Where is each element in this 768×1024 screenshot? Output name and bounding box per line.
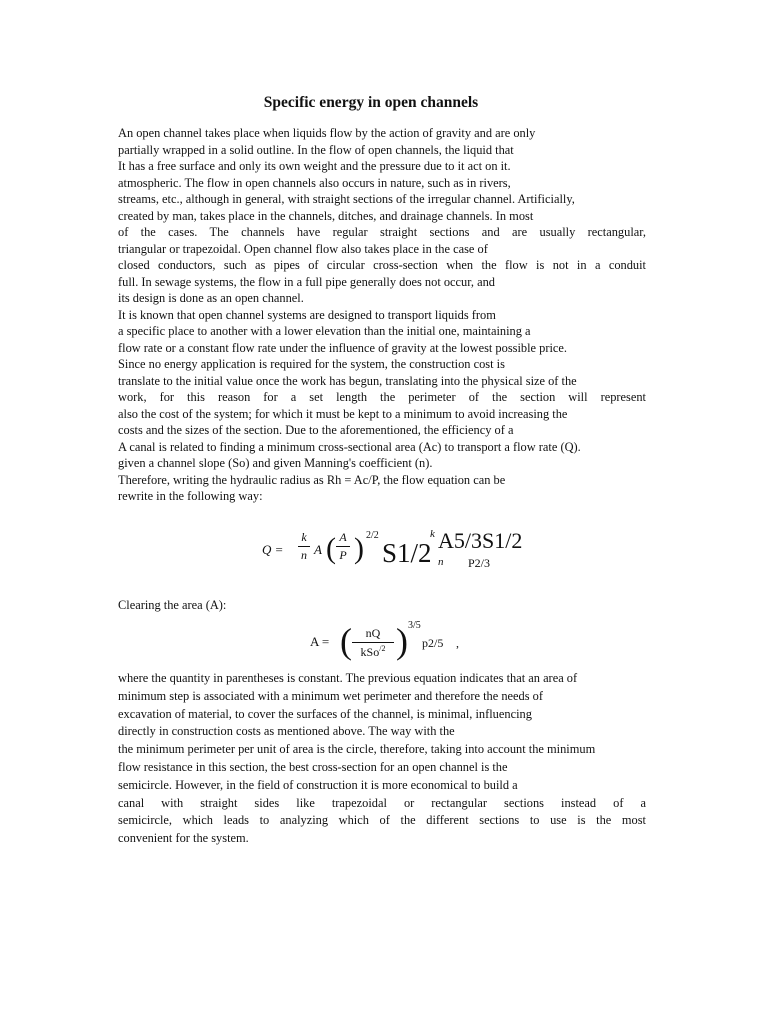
text-line: closed conductors, such as pipes of circular cross-section when the flow is not in a conduit xyxy=(118,258,646,272)
text-line: A canal is related to finding a minimum cross-sectional area (Ac) to transport a flow rate (Q). xyxy=(118,439,581,454)
eq2-fraction xyxy=(352,626,394,660)
eq2-p-term: p2/5 xyxy=(422,636,444,650)
text-line: semicircle, which leads to analyzing which of the different sections to use is the most xyxy=(118,813,646,828)
text-line: flow resistance in this section, the best cross-section for an open channel is the xyxy=(118,759,508,774)
eq1-inner-num: A xyxy=(339,530,347,544)
eq1-s-term: S1/2 xyxy=(382,538,432,568)
text-line: It is known that open channel systems are designed to transport liquids from xyxy=(118,307,496,322)
eq2-trail: , xyxy=(456,636,459,650)
eq1-paren-right: ) xyxy=(354,532,364,565)
text-line: also the cost of the system; for which it must be kept to a minimum to avoid increasing the xyxy=(118,406,568,421)
text-line: of the cases. The channels have regular straight sections and are usually rectangular, xyxy=(118,225,646,239)
eq1-k2: k xyxy=(430,528,435,540)
text-line: where the quantity in parentheses is constant. The previous equation indicates that an area of xyxy=(118,671,578,685)
text-line: semicircle. However, in the field of construction it is more economical to build a xyxy=(118,777,518,792)
text-line: streams, etc., although in general, with straight sections of the irregular channel. Artificially, xyxy=(118,192,575,206)
text-line: Since no energy application is required for the system, the construction cost is xyxy=(118,357,505,371)
text-line: triangular or trapezoidal. Open channel flow also takes place in the case of xyxy=(118,241,488,256)
eq1-n: n xyxy=(301,548,307,562)
eq2-paren-right: ) xyxy=(396,621,408,661)
text-line: canal with straight sides like trapezoidal or rectangular sections instead of a xyxy=(118,795,646,810)
text-line: created by man, takes place in the channels, ditches, and drainage channels. In most xyxy=(118,208,534,223)
eq2-outer-exp: 3/5 xyxy=(408,620,421,631)
clearing-label: Clearing the area (A): xyxy=(118,598,227,612)
eq2-den xyxy=(352,644,394,660)
paragraph-intro xyxy=(118,125,646,505)
flow-equation xyxy=(262,524,552,580)
eq1-n2: n xyxy=(438,556,444,568)
eq1-a-over-p xyxy=(336,530,350,563)
eq2-den-text: kSo xyxy=(360,645,380,659)
page-title: Specific energy in open channels xyxy=(263,94,479,111)
text-line: rewrite in the following way: xyxy=(118,489,263,503)
eq1-lhs: Q = xyxy=(262,542,284,557)
text-line: costs and the sizes of the section. Due to the aforementioned, the efficiency of a xyxy=(118,423,514,437)
eq1-inner-den: P xyxy=(339,548,347,562)
eq2-lhs: A = xyxy=(310,634,330,649)
text-line: given a channel slope (So) and given Manning's coefficient (n). xyxy=(118,456,433,470)
text-line: directly in construction costs as mentioned above. The way with the xyxy=(118,724,455,739)
eq2-num: nQ xyxy=(365,626,381,640)
text-line: partially wrapped in a solid outline. In the flow of open channels, the liquid that xyxy=(118,142,514,157)
text-line: work, for this reason for a set length the perimeter of the section will represent xyxy=(118,390,646,404)
area-equation xyxy=(310,620,480,670)
eq2-den-exp: /2 xyxy=(379,644,386,653)
eq1-k-over-n xyxy=(298,530,310,563)
text-line: Therefore, writing the hydraulic radius as Rh = Ac/P, the flow equation can be xyxy=(118,472,506,487)
text-line: flow rate or a constant flow rate under the influence of gravity at the lowest possible price. xyxy=(118,340,568,355)
text-line: full. In sewage systems, the flow in a full pipe generally does not occur, and xyxy=(118,274,495,289)
text-line: An open channel takes place when liquids flow by the action of gravity and are only xyxy=(118,126,536,140)
text-line: its design is done as an open channel. xyxy=(118,291,304,305)
eq1-a: A xyxy=(314,542,322,557)
eq1-a53: A5/3S1/2 xyxy=(438,528,523,553)
eq1-p23: P2/3 xyxy=(468,556,491,570)
eq1-k: k xyxy=(301,530,307,544)
eq2-paren-left: ( xyxy=(340,621,352,661)
text-line: excavation of material, to cover the surfaces of the channel, is minimal, influencing xyxy=(118,706,532,721)
text-line: atmospheric. The flow in open channels also occurs in nature, such as in rivers, xyxy=(118,175,511,190)
text-line: It has a free surface and only its own weight and the pressure due to it act on it. xyxy=(118,159,511,173)
text-line: the minimum perimeter per unit of area is the circle, therefore, taking into account the minimum xyxy=(118,742,596,757)
text-line: translate to the initial value once the work has begun, translating into the physical size of the xyxy=(118,373,577,388)
paragraph-conclusion xyxy=(118,670,646,848)
text-line: minimum step is associated with a minimum wet perimeter and therefore the needs of xyxy=(118,688,543,703)
text-line: convenient for the system. xyxy=(118,831,249,846)
eq1-paren-left: ( xyxy=(326,532,336,565)
eq1-exponent: 2/2 xyxy=(366,530,379,541)
text-line: a specific place to another with a lower elevation than the initial one, maintaining a xyxy=(118,324,531,338)
